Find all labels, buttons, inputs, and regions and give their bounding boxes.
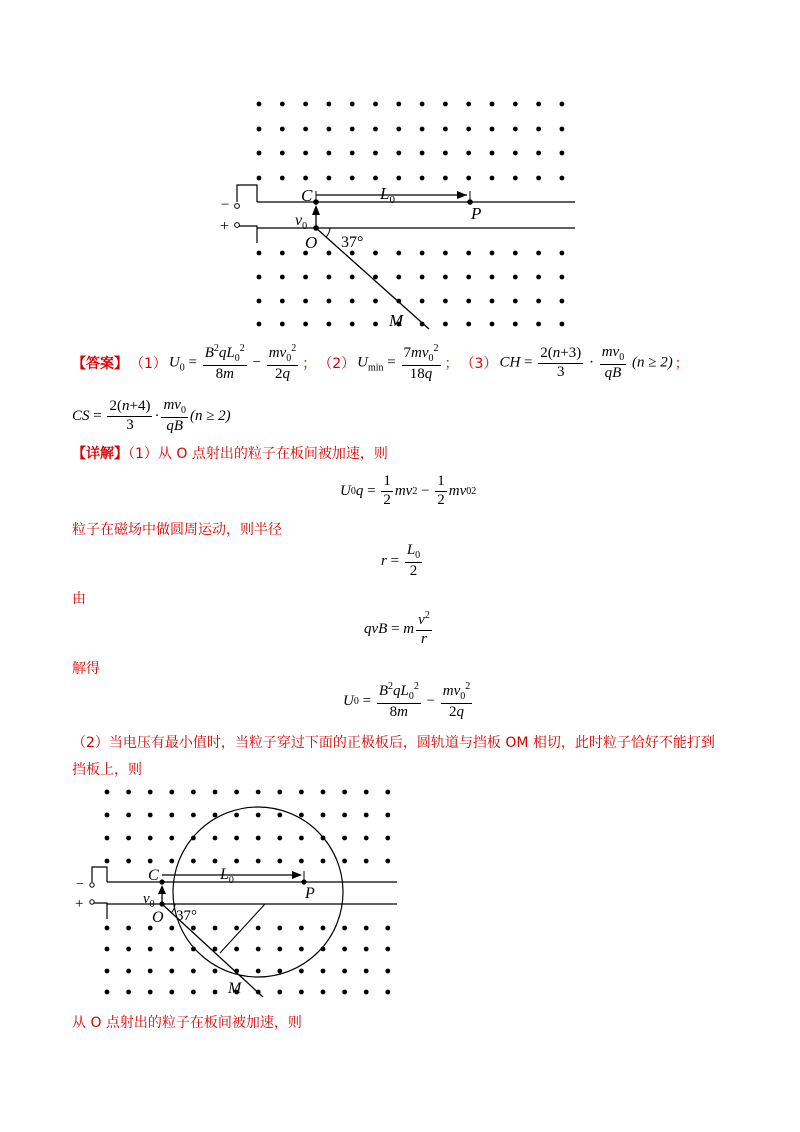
negative-terminal-wire — [92, 867, 107, 882]
field-dot — [560, 176, 565, 181]
field-dot — [513, 176, 518, 181]
field-dot — [373, 151, 378, 156]
negative-terminal-wire — [237, 185, 257, 202]
field-dot — [396, 151, 401, 156]
field-dot — [373, 251, 378, 256]
field-dot — [299, 859, 304, 864]
field-dot — [342, 990, 347, 995]
field-dot — [105, 969, 110, 974]
answer-3-formula-CH: CH = $\frac{2(n+3)}{3}$ · $\frac{mv_0}{qB}$ (n ≥ 2) — [499, 344, 673, 381]
field-dot — [213, 790, 218, 795]
field-dot — [385, 926, 390, 931]
equation-U0: U 0 = $\frac{B^2qL_0^2}{8m}$ − $\frac{mv_0^2}{2q}$ — [343, 681, 471, 720]
detail-text-1: （1）从 O 点射出的粒子在板间被加速，则 — [128, 446, 388, 462]
field-dot — [350, 275, 355, 280]
point-O — [159, 901, 164, 906]
label-M: M — [389, 311, 404, 330]
field-dot — [536, 322, 541, 327]
field-dot — [234, 836, 239, 841]
field-dot — [303, 275, 308, 280]
field-dot — [350, 102, 355, 107]
field-dot — [466, 127, 471, 132]
field-dot — [277, 990, 282, 995]
field-dot — [148, 836, 153, 841]
field-dot — [364, 790, 369, 795]
field-dot — [280, 176, 285, 181]
label-M: M — [228, 980, 242, 997]
field-dot — [191, 859, 196, 864]
field-dot — [327, 127, 332, 132]
answer-sep-1: ； — [302, 356, 317, 372]
field-dot — [148, 926, 153, 931]
label-P: P — [305, 885, 315, 902]
field-dot — [513, 127, 518, 132]
field-dot — [443, 151, 448, 156]
field-dot — [350, 176, 355, 181]
field-dot — [373, 127, 378, 132]
L0-arrow-head — [457, 191, 467, 199]
field-dot — [321, 990, 326, 995]
field-dot — [560, 102, 565, 107]
answer-1-formula: $U_0$ = $\frac{B^2qL_0^2}{8m}$ − $\frac{mv_0^2}{2q}$ — [168, 343, 297, 382]
field-dot — [321, 790, 326, 795]
field-dot — [148, 813, 153, 818]
field-dot — [443, 176, 448, 181]
field-dot — [277, 836, 282, 841]
detail-text-6: 挡板上，则 — [72, 762, 142, 778]
field-dot — [350, 322, 355, 327]
answer-sep-2: ； — [444, 356, 459, 372]
detail-label: 【详解】 — [72, 446, 128, 462]
field-dot — [350, 251, 355, 256]
label-angle: 37° — [176, 908, 197, 924]
point-P — [301, 879, 306, 884]
answer-2-formula: $U_{min}$ = $\frac{7mv_0^2}{18q}$ — [357, 343, 439, 382]
field-dot — [373, 299, 378, 304]
field-dot — [126, 859, 131, 864]
field-dot — [299, 947, 304, 952]
equation-energy: U 0 q = $\frac{1}{2}$ mv 2 − $\frac{1}{2}$ mv 0 2 — [340, 473, 477, 508]
field-dot — [364, 836, 369, 841]
field-dot — [536, 275, 541, 280]
field-dot — [443, 102, 448, 107]
field-dot — [342, 790, 347, 795]
field-dot — [105, 990, 110, 995]
field-dot — [257, 275, 262, 280]
field-dot — [148, 969, 153, 974]
field-dot — [513, 275, 518, 280]
plus-sign: + — [75, 896, 84, 912]
field-dot — [256, 947, 261, 952]
field-dot — [385, 813, 390, 818]
field-dot — [277, 926, 282, 931]
field-dot — [126, 836, 131, 841]
field-dot — [536, 176, 541, 181]
field-dot — [466, 151, 471, 156]
field-dot — [257, 127, 262, 132]
field-dot — [420, 176, 425, 181]
field-dot — [213, 969, 218, 974]
field-dot — [299, 836, 304, 841]
field-dot — [490, 322, 495, 327]
field-dot — [373, 102, 378, 107]
field-dot — [536, 102, 541, 107]
label-v0: $v_0$ — [295, 212, 308, 232]
field-dot — [513, 102, 518, 107]
minus-sign: − — [221, 197, 230, 213]
field-dot — [342, 836, 347, 841]
field-dot — [256, 859, 261, 864]
field-dot — [364, 990, 369, 995]
field-dot — [148, 990, 153, 995]
field-dot — [213, 926, 218, 931]
field-dot — [257, 176, 262, 181]
field-dot — [513, 299, 518, 304]
field-dot — [443, 127, 448, 132]
field-dot — [443, 299, 448, 304]
field-dot — [169, 990, 174, 995]
field-dot — [420, 127, 425, 132]
field-dot — [321, 969, 326, 974]
field-dot — [536, 251, 541, 256]
field-dot — [560, 275, 565, 280]
field-dot — [280, 151, 285, 156]
field-dot — [126, 813, 131, 818]
field-dot — [191, 790, 196, 795]
field-dot — [443, 251, 448, 256]
field-dot — [299, 790, 304, 795]
field-dot — [256, 969, 261, 974]
field-dot — [373, 176, 378, 181]
label-L0: $L_0$ — [380, 184, 395, 206]
field-dot — [299, 813, 304, 818]
field-dot — [490, 251, 495, 256]
field-dot — [536, 151, 541, 156]
minus-sign: − — [76, 877, 84, 892]
field-dot — [234, 926, 239, 931]
field-dot — [148, 947, 153, 952]
field-dot — [560, 127, 565, 132]
field-dot — [234, 947, 239, 952]
field-dot — [385, 990, 390, 995]
field-dot — [280, 102, 285, 107]
field-dot — [169, 947, 174, 952]
field-dot — [303, 322, 308, 327]
field-dot — [126, 790, 131, 795]
field-dot — [303, 102, 308, 107]
field-dot — [536, 127, 541, 132]
field-dot — [513, 322, 518, 327]
field-dot — [466, 176, 471, 181]
field-dot — [299, 969, 304, 974]
angle-arc — [171, 904, 175, 913]
field-dot — [490, 275, 495, 280]
field-dot — [105, 836, 110, 841]
field-dot — [385, 790, 390, 795]
field-dot — [105, 859, 110, 864]
field-dot — [350, 127, 355, 132]
field-dot — [350, 299, 355, 304]
field-dot — [280, 127, 285, 132]
field-dot — [385, 947, 390, 952]
field-dot — [364, 969, 369, 974]
detail-text-5: （2）当电压有最小值时，当粒子穿过下面的正极板后，圆轨道与挡板 OM 相切，此时粒子恰好不能打到 — [72, 735, 715, 751]
field-dot — [303, 151, 308, 156]
positive-terminal — [90, 900, 94, 904]
field-dot — [277, 969, 282, 974]
L0-arrow-head — [292, 871, 302, 879]
field-dot — [169, 836, 174, 841]
field-dot — [126, 969, 131, 974]
field-dot — [350, 151, 355, 156]
v0-arrow-head — [312, 205, 320, 215]
label-O: O — [305, 233, 318, 252]
field-dot — [191, 813, 196, 818]
field-dot — [420, 251, 425, 256]
positive-terminal-wire — [92, 903, 107, 919]
field-dot — [257, 151, 262, 156]
equation-lorentz: qvB = m $\frac{v^2}{r}$ — [364, 610, 430, 647]
label-C: C — [148, 867, 159, 884]
answer-sep-3: ； — [674, 356, 689, 372]
field-dot — [490, 102, 495, 107]
field-dot — [466, 275, 471, 280]
label-L0: $L_0$ — [220, 866, 234, 886]
point-C — [313, 199, 319, 205]
field-dot — [105, 790, 110, 795]
trajectory-circle — [173, 807, 343, 977]
field-dot — [191, 926, 196, 931]
field-dot — [420, 299, 425, 304]
field-dot — [342, 969, 347, 974]
field-dot — [303, 127, 308, 132]
label-O: O — [152, 909, 164, 926]
field-dot — [257, 251, 262, 256]
field-dot — [169, 926, 174, 931]
field-dot — [420, 275, 425, 280]
field-dot — [420, 151, 425, 156]
answer-3-formula-CS: CS = $\frac{2(n+4)}{3}$ · $\frac{mv_0}{qB}$ (n ≥ 2) — [72, 397, 231, 434]
field-dot — [105, 926, 110, 931]
field-dot — [126, 947, 131, 952]
field-dot — [257, 102, 262, 107]
field-dot — [280, 299, 285, 304]
field-dot — [513, 151, 518, 156]
field-dot — [327, 102, 332, 107]
field-dot — [191, 990, 196, 995]
field-dot — [342, 813, 347, 818]
field-dot — [148, 859, 153, 864]
angle-arc — [326, 228, 330, 237]
field-dot — [256, 836, 261, 841]
field-dot — [257, 322, 262, 327]
field-dot — [191, 969, 196, 974]
point-C — [159, 879, 164, 884]
field-dot — [342, 859, 347, 864]
field-dot — [213, 813, 218, 818]
field-dot — [105, 947, 110, 952]
label-v0: $v_0$ — [143, 891, 155, 910]
field-dot — [303, 299, 308, 304]
field-dot — [396, 176, 401, 181]
field-dot — [299, 990, 304, 995]
field-dot — [321, 926, 326, 931]
field-dot — [169, 859, 174, 864]
answer-part-3-marker: （3） — [460, 356, 498, 372]
detail-line-1 — [72, 443, 388, 463]
field-dot — [342, 947, 347, 952]
field-dot — [213, 859, 218, 864]
field-dot — [490, 151, 495, 156]
detail-text-3: 由 — [72, 591, 86, 607]
field-dot — [342, 926, 347, 931]
figure-1-field-diagram — [215, 95, 595, 335]
positive-terminal — [235, 223, 240, 228]
field-dot — [396, 275, 401, 280]
field-dot — [277, 859, 282, 864]
field-dot — [560, 251, 565, 256]
point-O — [313, 225, 319, 231]
answer-part-1-marker: （1） — [130, 356, 167, 372]
field-dot — [364, 813, 369, 818]
field-dot — [327, 275, 332, 280]
label-angle: 37° — [341, 234, 364, 251]
field-dot — [443, 275, 448, 280]
field-dot — [385, 969, 390, 974]
field-dot — [321, 813, 326, 818]
field-dot — [256, 790, 261, 795]
field-dot — [148, 790, 153, 795]
field-dot — [257, 299, 262, 304]
field-dot — [277, 790, 282, 795]
field-dot — [126, 926, 131, 931]
field-dot — [373, 275, 378, 280]
field-dot — [364, 926, 369, 931]
field-dot — [169, 790, 174, 795]
field-dot — [466, 102, 471, 107]
field-dot — [364, 859, 369, 864]
label-C: C — [301, 186, 313, 205]
magnetic-field-dots — [257, 102, 565, 327]
detail-text-7: 从 O 点射出的粒子在板间被加速，则 — [72, 1015, 302, 1031]
field-dot — [256, 813, 261, 818]
detail-text-4: 解得 — [72, 661, 100, 677]
field-dot — [443, 322, 448, 327]
field-dot — [490, 127, 495, 132]
negative-terminal — [90, 883, 94, 887]
equation-radius: r = $\frac{L_0}{2}$ — [381, 542, 421, 579]
field-dot — [513, 251, 518, 256]
field-dot — [327, 176, 332, 181]
field-dot — [466, 322, 471, 327]
field-dot — [327, 251, 332, 256]
field-dot — [169, 813, 174, 818]
field-dot — [396, 127, 401, 132]
field-dot — [327, 322, 332, 327]
field-dot — [299, 926, 304, 931]
plus-sign: + — [220, 218, 230, 235]
field-dot — [303, 176, 308, 181]
field-dot — [277, 813, 282, 818]
field-dot — [490, 176, 495, 181]
field-dot — [105, 813, 110, 818]
field-dot — [234, 813, 239, 818]
field-dot — [234, 859, 239, 864]
field-dot — [169, 969, 174, 974]
field-dot — [396, 251, 401, 256]
negative-terminal — [235, 204, 240, 209]
field-dot — [280, 322, 285, 327]
field-dot — [277, 947, 282, 952]
field-dot — [373, 322, 378, 327]
field-dot — [321, 859, 326, 864]
field-dot — [234, 790, 239, 795]
field-dot — [385, 859, 390, 864]
field-dot — [327, 151, 332, 156]
baffle-OM — [316, 228, 429, 329]
field-dot — [256, 926, 261, 931]
detail-text-2: 粒子在磁场中做圆周运动，则半径 — [72, 522, 282, 538]
field-dot — [466, 299, 471, 304]
answer-label: 【答案】 — [72, 356, 128, 372]
field-dot — [560, 151, 565, 156]
field-dot — [280, 251, 285, 256]
field-dot — [536, 299, 541, 304]
positive-terminal-wire — [237, 226, 257, 243]
field-dot — [490, 299, 495, 304]
field-dot — [420, 102, 425, 107]
field-dot — [560, 299, 565, 304]
v0-arrow-head — [158, 885, 166, 894]
field-dot — [396, 102, 401, 107]
field-dot — [280, 275, 285, 280]
answer-part-2-marker: （2） — [318, 356, 356, 372]
field-dot — [327, 299, 332, 304]
label-P: P — [471, 204, 482, 223]
field-dot — [364, 947, 369, 952]
field-dot — [213, 990, 218, 995]
field-dot — [560, 322, 565, 327]
field-dot — [385, 836, 390, 841]
field-dot — [466, 251, 471, 256]
field-dot — [126, 990, 131, 995]
figure-2-field-diagram — [70, 780, 410, 1010]
field-dot — [213, 836, 218, 841]
answer-line-1 — [72, 342, 792, 384]
